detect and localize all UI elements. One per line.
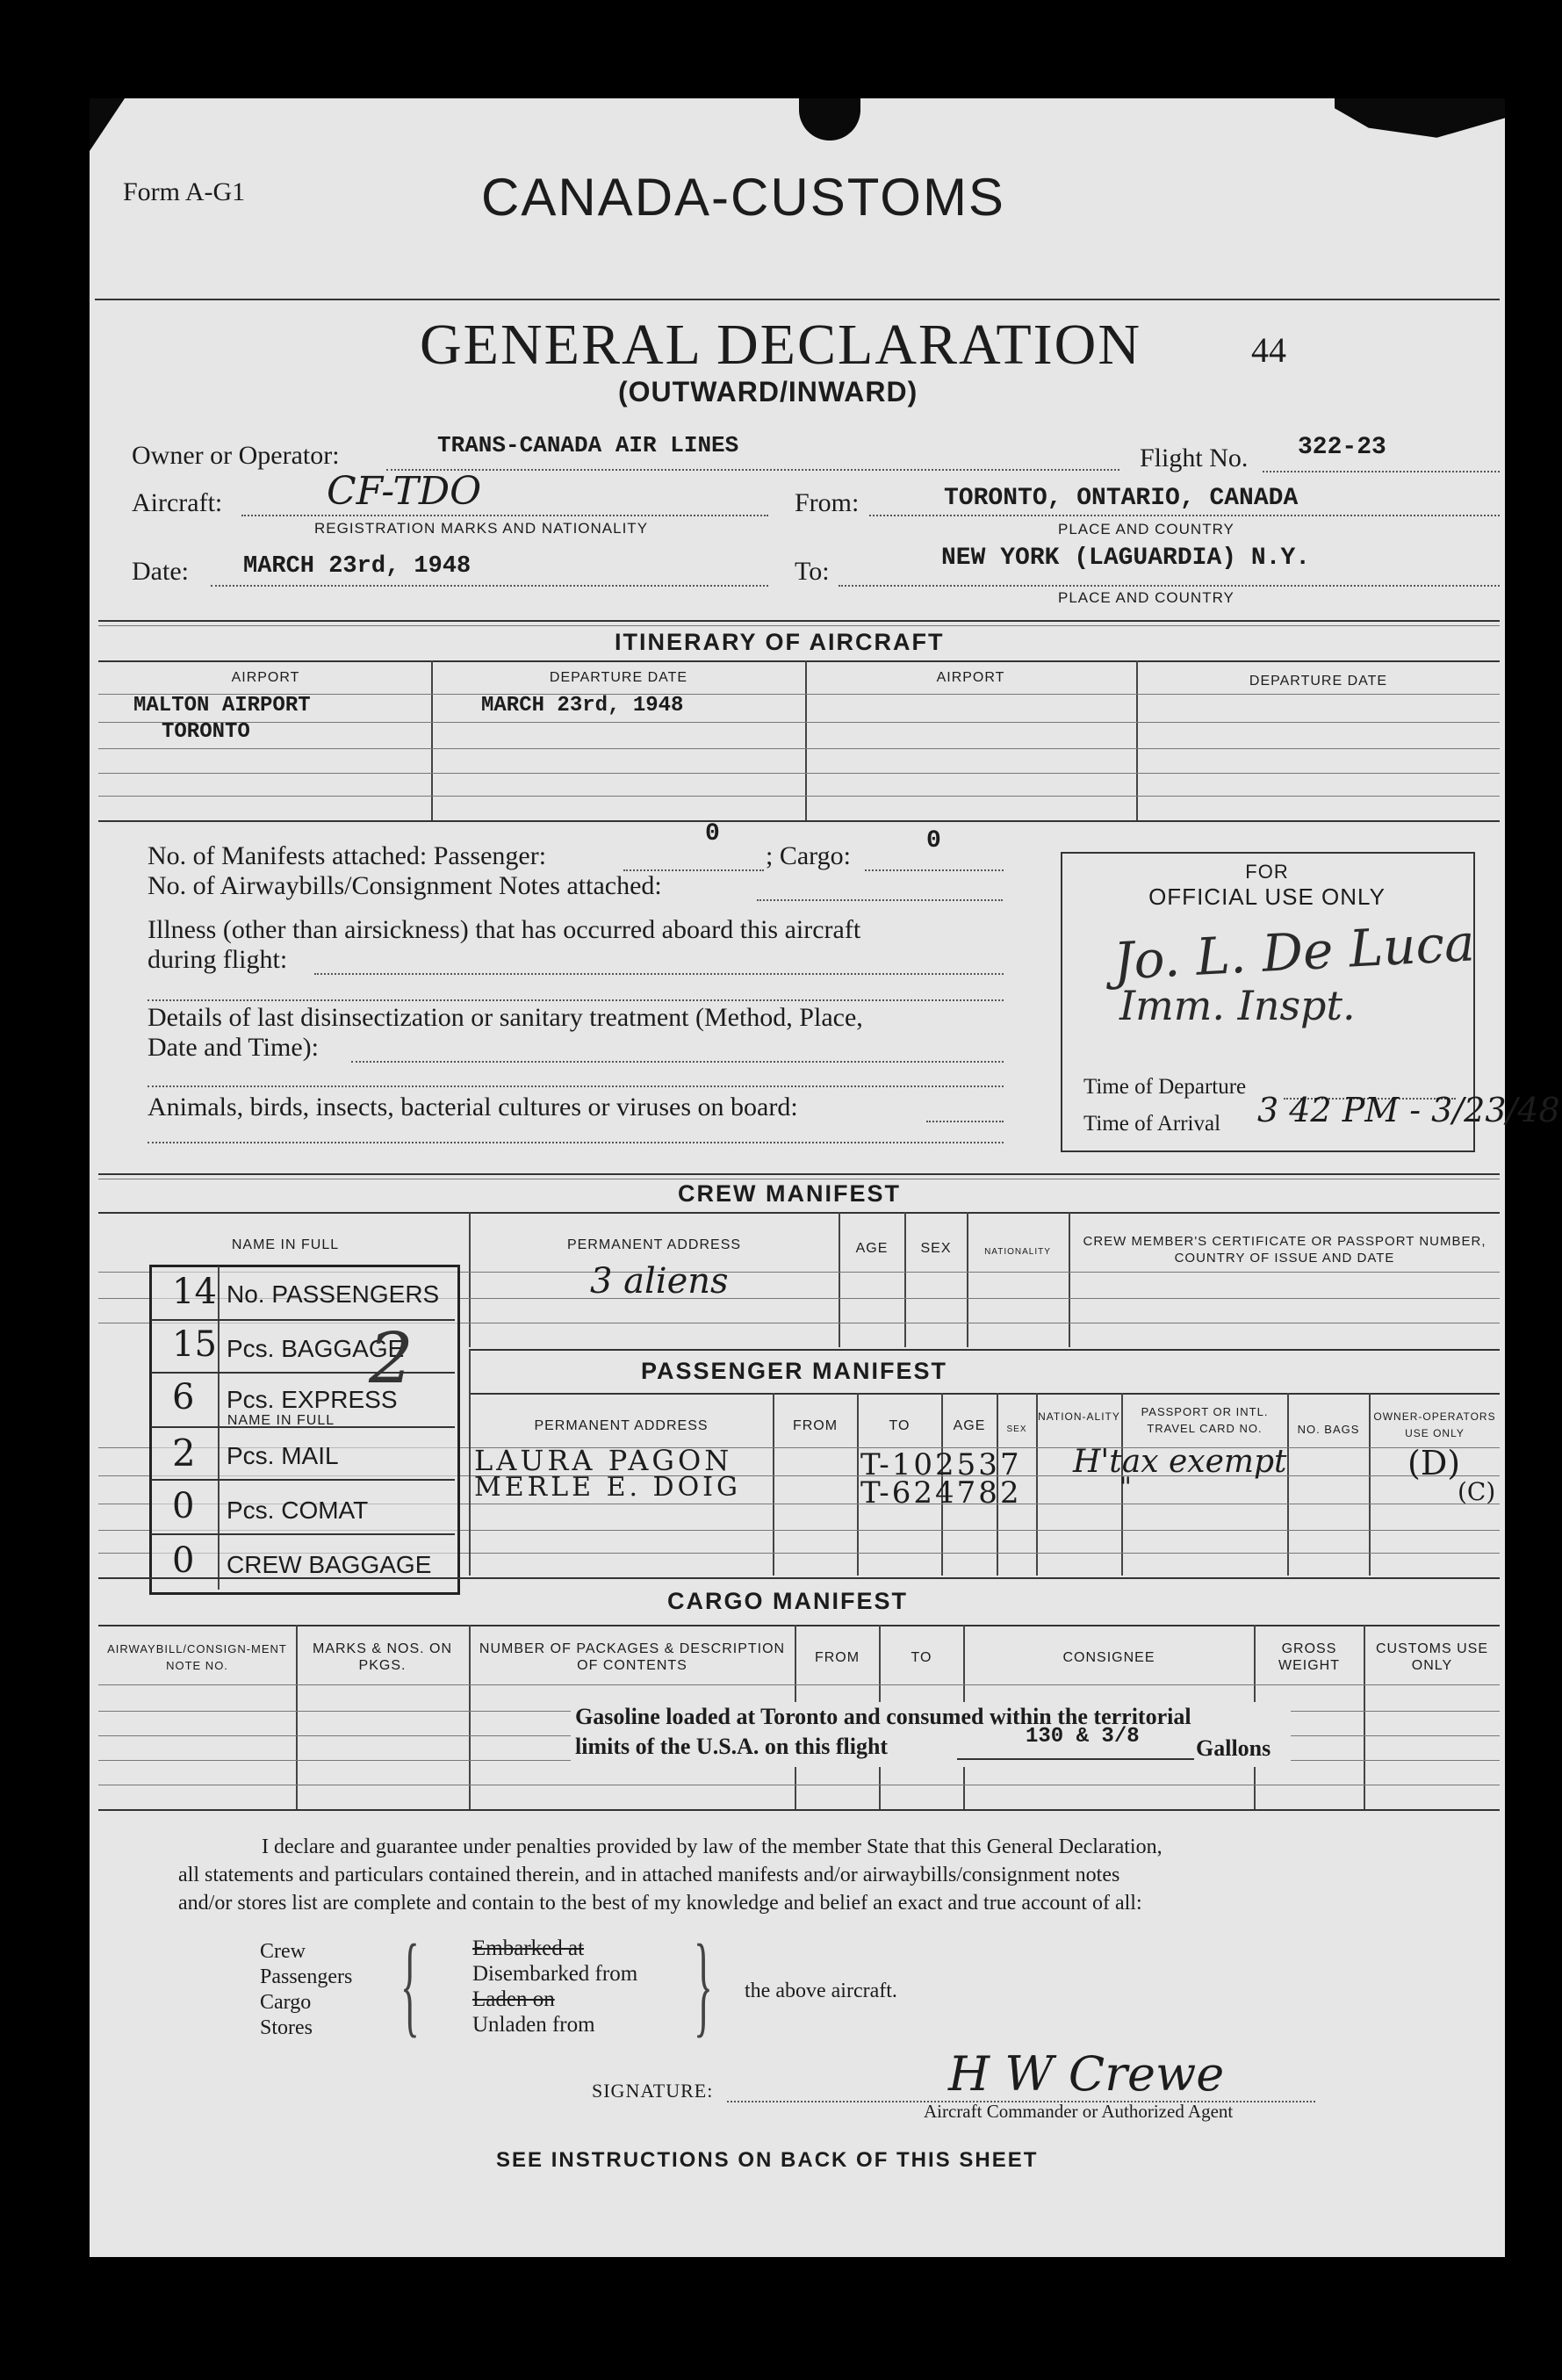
from-value: TORONTO, ONTARIO, CANADA xyxy=(944,485,1299,512)
manifest-passenger-count: 0 xyxy=(705,820,720,847)
itinerary-header-airport: AIRPORT xyxy=(231,670,300,685)
left-brace: { xyxy=(400,1922,420,2048)
stamp-row xyxy=(151,1266,455,1321)
stamp-count: 0 xyxy=(172,1486,195,1526)
manifests-label: No. of Manifests attached: Passenger: xyxy=(148,841,547,870)
to-label: To: xyxy=(795,557,830,586)
stamp-count: 2 xyxy=(172,1432,196,1475)
gasoline-unit: Gallons xyxy=(1196,1735,1271,1761)
departure-time-label: Time of Departure xyxy=(1083,1075,1247,1099)
declaration-line-3: and/or stores list are complete and contain to the best of my knowledge and belief an exact and true account of all: xyxy=(178,1892,1142,1915)
declaration-middle-embarked: Embarked at xyxy=(472,1936,585,1960)
itinerary-header-airport-2: AIRPORT xyxy=(936,670,1005,685)
declaration-left-cargo: Cargo xyxy=(260,1991,312,2014)
crew-address-note: 3 aliens xyxy=(590,1261,729,1302)
declaration-middle-laden: Laden on xyxy=(472,1987,555,2011)
to-caption: PLACE AND COUNTRY xyxy=(1058,589,1234,606)
crew-title: CREW MANIFEST xyxy=(678,1180,901,1207)
cargo-title: CARGO MANIFEST xyxy=(667,1588,908,1614)
official-title-1: FOR xyxy=(1245,861,1289,883)
illness-label-2: during flight: xyxy=(148,945,288,974)
signature-label: SIGNATURE: xyxy=(592,2080,714,2102)
from-label: From: xyxy=(795,488,860,517)
cargo-header-from: FROM xyxy=(814,1650,860,1665)
signature-value: H W Crewe xyxy=(948,2046,1225,2102)
passenger-header-nationality: NATION-ALITY xyxy=(1038,1410,1120,1423)
passenger-header-age: AGE xyxy=(953,1418,986,1433)
illness-label-1: Illness (other than airsickness) that has occurred aboard this aircraft xyxy=(148,915,861,944)
direction-label: (OUTWARD/INWARD) xyxy=(618,376,918,407)
declaration-line-1: I declare and guarantee under penalties provided by law of the member State that this General Declaration, xyxy=(262,1835,1163,1858)
passenger-row-1-mark: (D) xyxy=(1407,1444,1461,1482)
passenger-row-2-ticket: T-624782 xyxy=(860,1475,1022,1511)
stamp-label: Pcs. BAGGAGE xyxy=(227,1335,405,1362)
passenger-row-2-name: MERLE E. DOIG xyxy=(474,1472,741,1503)
crew-header-certificate: CREW MEMBER'S CERTIFICATE OR PASSPORT NUMBER, COUNTRY OF ISSUE AND DATE xyxy=(1083,1234,1486,1266)
passenger-row-1-note: H'tax exempt xyxy=(1073,1444,1287,1480)
itinerary-airport-2: TORONTO xyxy=(162,720,250,744)
itinerary-airport-1: MALTON AIRPORT xyxy=(133,694,311,718)
passenger-title: PASSENGER MANIFEST xyxy=(641,1358,948,1384)
gasoline-line-2: limits of the U.S.A. on this flight xyxy=(575,1734,889,1759)
passenger-header-address: PERMANENT ADDRESS xyxy=(534,1418,709,1433)
gasoline-amount: 130 & 3/8 xyxy=(1026,1725,1140,1749)
passenger-header-passport: PASSPORT OR INTL. TRAVEL CARD NO. xyxy=(1141,1405,1269,1435)
itinerary-title: ITINERARY OF AIRCRAFT xyxy=(615,629,945,655)
animals-label: Animals, birds, insects, bacterial cultures or viruses on board: xyxy=(148,1093,798,1121)
manifests-cargo-label: ; Cargo: xyxy=(766,841,851,870)
declaration-form xyxy=(90,98,1505,2257)
declaration-left-stores: Stores xyxy=(260,2016,313,2039)
itinerary-header-departure: DEPARTURE DATE xyxy=(549,670,688,685)
crew-header-nationality: NATIONALITY xyxy=(984,1247,1051,1257)
declaration-middle-disembarked: Disembarked from xyxy=(472,1962,638,1986)
passenger-header-sex: SEX xyxy=(1006,1424,1027,1434)
passenger-row-1-ticket: T-102537 xyxy=(860,1447,1022,1482)
cargo-header-weight: GROSS WEIGHT xyxy=(1278,1641,1340,1673)
stamp-row xyxy=(151,1533,455,1588)
cargo-header-airwaybill: AIRWAYBILL/CONSIGN-MENT NOTE NO. xyxy=(107,1642,287,1672)
stamp-mark: 2 xyxy=(369,1317,414,1399)
stamp-label: Pcs. MAIL xyxy=(227,1442,339,1469)
stamp-label: CREW BAGGAGE xyxy=(227,1551,432,1578)
itinerary-departure-1: MARCH 23rd, 1948 xyxy=(481,694,684,718)
stamp-count: 6 xyxy=(172,1377,195,1417)
passenger-row-2-mark: (C) xyxy=(1458,1477,1496,1506)
stamp-label: Pcs. COMAT xyxy=(227,1497,369,1524)
page-number: 44 xyxy=(1251,330,1286,370)
stamp-label: No. PASSENGERS xyxy=(227,1280,440,1308)
official-signature-2: Imm. Inspt. xyxy=(1119,982,1356,1029)
passenger-row-2-note: " xyxy=(1119,1472,1132,1503)
passenger-header-owner: OWNER-OPERATORS USE ONLY xyxy=(1373,1410,1496,1439)
cargo-header-consignee: CONSIGNEE xyxy=(1062,1650,1155,1665)
agency-title: CANADA-CUSTOMS xyxy=(481,168,1005,227)
cargo-header-to: TO xyxy=(911,1650,932,1665)
declaration-right: the above aircraft. xyxy=(745,1980,897,2002)
form-number: Form A-G1 xyxy=(123,177,246,206)
crew-header-name: NAME IN FULL xyxy=(231,1237,340,1252)
aircraft-caption: REGISTRATION MARKS AND NATIONALITY xyxy=(314,520,649,537)
airwaybills-label: No. of Airwaybills/Consignment Notes attached: xyxy=(148,871,662,900)
itinerary-header-departure-2: DEPARTURE DATE xyxy=(1249,674,1388,689)
cargo-header-marks: MARKS & NOS. ON PKGS. xyxy=(312,1641,453,1673)
aircraft-value: CF-TDO xyxy=(327,469,482,514)
flight-label: Flight No. xyxy=(1140,444,1249,472)
declaration-left-list xyxy=(260,1939,352,2041)
passenger-header-from: FROM xyxy=(792,1418,839,1433)
stamp-row xyxy=(151,1479,455,1535)
passenger-header-name: NAME IN FULL xyxy=(227,1413,335,1428)
owner-value: TRANS-CANADA AIR LINES xyxy=(437,432,739,458)
official-signature-1: Jo. L. De Luca xyxy=(1112,912,1477,992)
stamp-count: 0 xyxy=(172,1540,195,1581)
stamp-count: 15 xyxy=(172,1324,217,1365)
date-label: Date: xyxy=(132,557,189,586)
declaration-left-passengers: Passengers xyxy=(260,1965,353,1988)
official-title-2: OFFICIAL USE ONLY xyxy=(1148,883,1386,910)
instructions-footer: SEE INSTRUCTIONS ON BACK OF THIS SHEET xyxy=(496,2148,1039,2172)
cargo-header-customs: CUSTOMS USE ONLY xyxy=(1375,1641,1489,1673)
stamp-label: Pcs. EXPRESS xyxy=(227,1386,398,1413)
from-caption: PLACE AND COUNTRY xyxy=(1058,521,1234,537)
stamp-count: 14 xyxy=(172,1272,217,1312)
cargo-header-packages: NUMBER OF PACKAGES & DESCRIPTION OF CONTENTS xyxy=(479,1641,786,1673)
passenger-header-bags: NO. BAGS xyxy=(1297,1423,1360,1436)
agent-caption: Aircraft Commander or Authorized Agent xyxy=(924,2101,1234,2122)
disinsect-label-1: Details of last disinsectization or sanitary treatment (Method, Place, xyxy=(148,1003,863,1032)
declaration-left-crew: Crew xyxy=(260,1940,306,1963)
declaration-line-2: all statements and particulars contained therein, and in attached manifests and/or airwaybills/consignment notes xyxy=(178,1864,1120,1886)
stamp-row xyxy=(151,1426,455,1481)
disinsect-label-2: Date and Time): xyxy=(148,1033,319,1062)
aircraft-label: Aircraft: xyxy=(132,488,223,517)
document-title: GENERAL DECLARATION xyxy=(420,313,1141,377)
manifest-cargo-count: 0 xyxy=(926,827,941,855)
declaration-middle-list xyxy=(472,1936,637,2037)
date-value: MARCH 23rd, 1948 xyxy=(243,553,471,580)
passenger-row-1-name: LAURA PAGON xyxy=(474,1444,733,1477)
arrival-time-value: 3 42 PM - 3/23/48 xyxy=(1257,1091,1560,1129)
to-value: NEW YORK (LAGUARDIA) N.Y. xyxy=(941,545,1311,572)
passenger-header-to: TO xyxy=(889,1418,911,1433)
crew-header-age: AGE xyxy=(855,1241,889,1256)
right-brace: } xyxy=(694,1922,713,2048)
gasoline-line-1: Gasoline loaded at Toronto and consumed within the territorial xyxy=(575,1704,1191,1729)
crew-header-address: PERMANENT ADDRESS xyxy=(566,1237,742,1252)
arrival-time-label: Time of Arrival xyxy=(1083,1112,1221,1136)
owner-label: Owner or Operator: xyxy=(132,441,340,470)
declaration-middle-unladen: Unladen from xyxy=(472,2013,595,2037)
crew-header-sex: SEX xyxy=(920,1241,952,1256)
flight-value: 322-23 xyxy=(1298,434,1386,461)
